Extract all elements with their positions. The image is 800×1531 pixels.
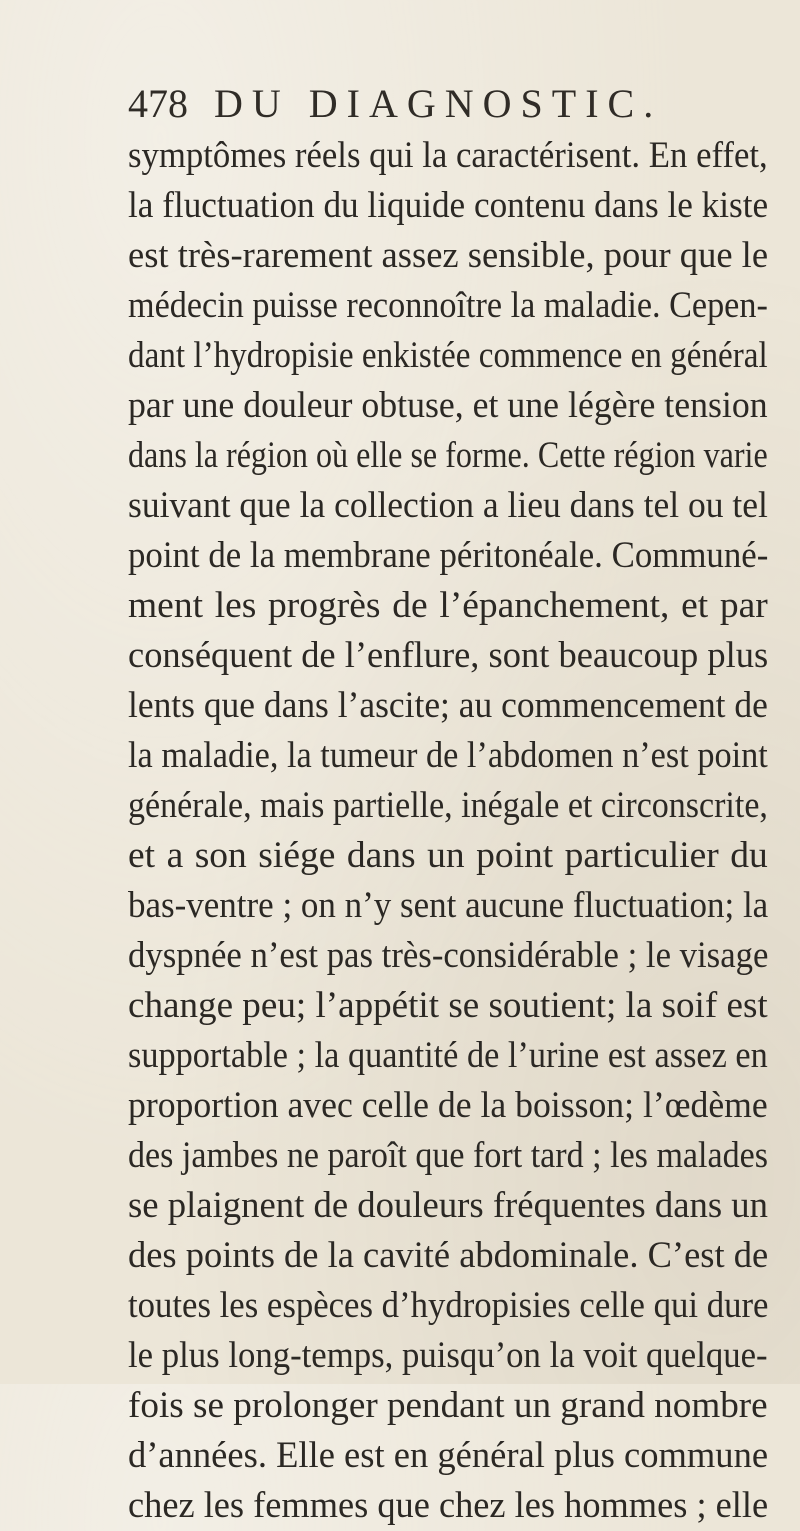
text-line: fois se prolonger pendant un grand nombre bbox=[128, 1385, 768, 1426]
text-line: par une douleur obtuse, et une légère tension bbox=[128, 385, 768, 426]
text-line: chez les femmes que chez les hommes ; elle bbox=[128, 1485, 769, 1526]
text-line: des jambes ne paroît que fort tard ; les malades bbox=[128, 1135, 768, 1176]
text-line: change peu; l’appétit se soutient; la soif est bbox=[128, 985, 768, 1026]
text-line: symptômes réels qui la caractérisent. En effet, bbox=[128, 135, 768, 176]
running-title: DU DIAGNOSTIC. bbox=[214, 81, 663, 126]
text-line: bas-ventre ; on n’y sent aucune fluctuation; la bbox=[128, 885, 769, 926]
text-line: médecin puisse reconnoître la maladie. Cepen- bbox=[128, 285, 768, 326]
text-line: se plaignent de douleurs fréquentes dans un bbox=[128, 1185, 768, 1226]
text-line: des points de la cavité abdominale. C’est de bbox=[128, 1235, 769, 1276]
page-number: 478 bbox=[128, 81, 188, 126]
text-line: point de la membrane péritonéale. Communé- bbox=[128, 535, 769, 576]
text-line: dant l’hydropisie enkistée commence en général bbox=[128, 335, 768, 376]
text-line: dans la région où elle se forme. Cette région varie bbox=[128, 435, 768, 476]
text-line: est très-rarement assez sensible, pour que le bbox=[128, 235, 769, 276]
text-line: proportion avec celle de la boisson; l’œdème bbox=[128, 1085, 768, 1126]
page-header bbox=[128, 80, 662, 127]
text-line: le plus long-temps, puisqu’on la voit quelque- bbox=[128, 1335, 768, 1376]
text-line: ment les progrès de l’épanchement, et par bbox=[128, 585, 768, 626]
text-line: générale, mais partielle, inégale et circonscrite, bbox=[128, 785, 768, 826]
text-line: suivant que la collection a lieu dans tel ou tel bbox=[128, 485, 768, 526]
body-text bbox=[128, 131, 768, 1531]
text-line: la fluctuation du liquide contenu dans le kiste bbox=[128, 185, 769, 226]
text-line: lents que dans l’ascite; au commencement de bbox=[128, 685, 768, 726]
text-line: supportable ; la quantité de l’urine est assez en bbox=[128, 1035, 768, 1076]
text-line: conséquent de l’enflure, sont beaucoup plus bbox=[128, 635, 769, 676]
text-line: toutes les espèces d’hydropisies celle qui dure bbox=[128, 1285, 769, 1326]
text-line: d’années. Elle est en général plus commune bbox=[128, 1435, 769, 1476]
text-line: dyspnée n’est pas très-considérable ; le visage bbox=[128, 935, 769, 976]
text-line: et a son siége dans un point particulier du bbox=[128, 835, 768, 876]
text-line: la maladie, la tumeur de l’abdomen n’est point bbox=[128, 735, 768, 776]
